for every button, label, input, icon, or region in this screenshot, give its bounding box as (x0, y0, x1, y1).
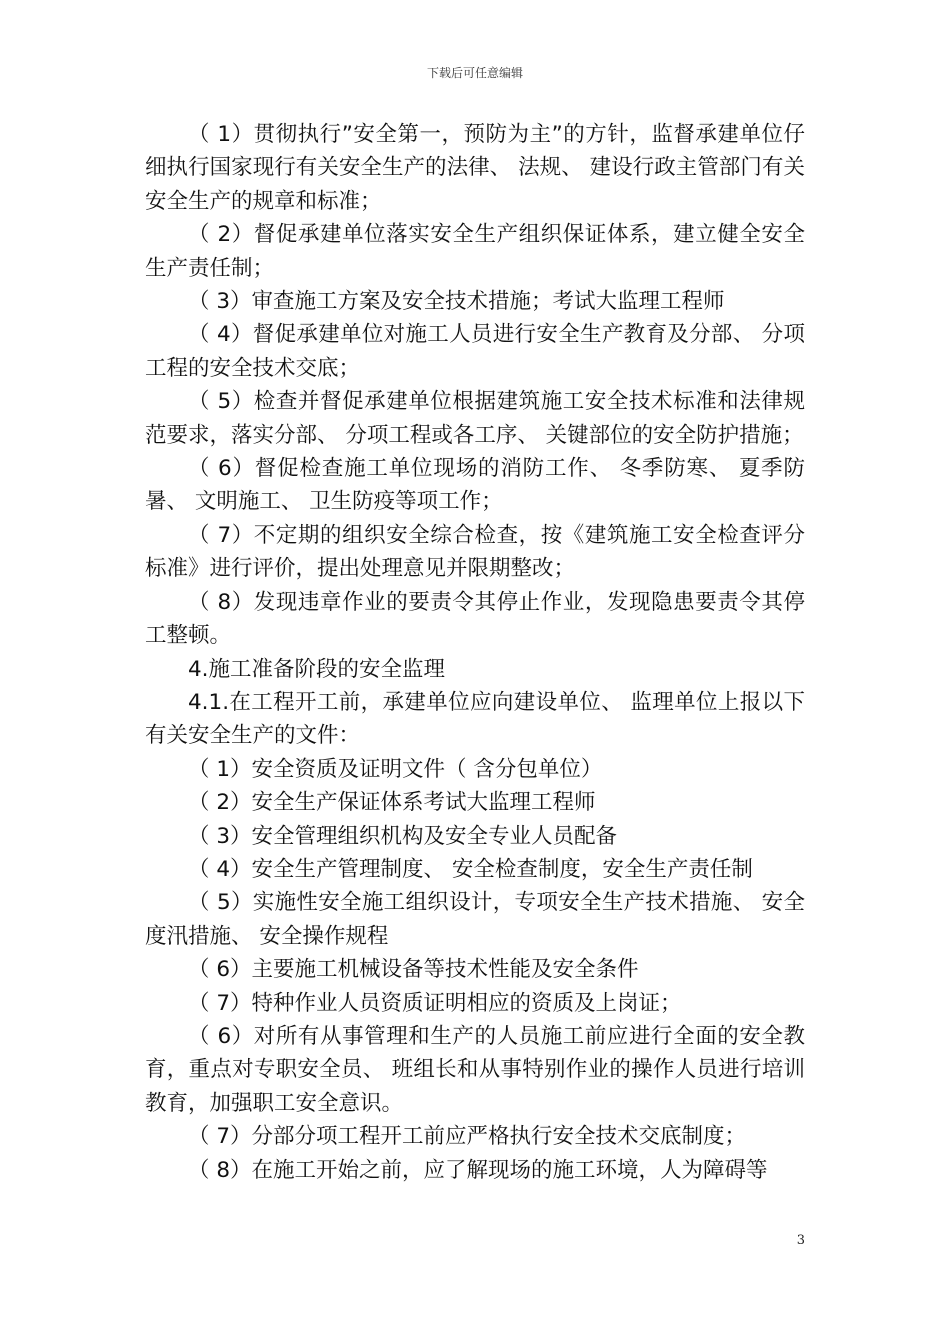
list-item: （ 5）实施性安全施工组织设计，专项安全生产技术措施、 安全度汛措施、 安全操作规程 (145, 890, 805, 949)
paragraph: （ 1）贯彻执行”安全第一，预防为主”的方针，监督承建单位仔细执行国家现行有关安全生产的法律、 法规、 建设行政主管部门有关安全生产的规章和标准； (145, 122, 805, 214)
list-item: （ 7）特种作业人员资质证明相应的资质及上岗证； (188, 990, 682, 1016)
paragraph: （ 6）对所有从事管理和生产的人员施工前应进行全面的安全教育，重点对专职安全员、 班组长和从事特别作业的操作人员进行培训教育，加强职工安全意识。 (145, 1023, 805, 1116)
list-item: （ 6）主要施工机械设备等技术性能及安全条件 (188, 957, 639, 983)
list-item: （ 1）安全资质及证明文件（ 含分包单位） (188, 756, 603, 782)
paragraph: （ 8）在施工开始之前，应了解现场的施工环境，人为障碍等 (188, 1157, 768, 1183)
list-item: （ 3）安全管理组织机构及安全专业人员配备 (188, 823, 618, 849)
section-heading: 4.施工准备阶段的安全监理 (188, 656, 446, 682)
paragraph: （ 6）督促检查施工单位现场的消防工作、 冬季防寒、 夏季防暑、 文明施工、 卫生防疫等项工作； (145, 456, 805, 515)
list-item: （ 4）安全生产管理制度、 安全检查制度，安全生产责任制 (188, 856, 753, 882)
paragraph: （ 8）发现违章作业的要责令其停止作业，发现隐患要责令其停工整顿。 (145, 589, 805, 649)
list-item: （ 2）安全生产保证体系考试大监理工程师 (188, 790, 596, 816)
document-body (145, 118, 805, 1187)
paragraph: （ 7）不定期的组织安全综合检查，按《建筑施工安全检查评分标准》进行评价，提出处理意见并限期整改； (145, 522, 805, 582)
page-number: 3 (796, 1233, 805, 1248)
paragraph: （ 4）督促承建单位对施工人员进行安全生产教育及分部、 分项工程的安全技术交底； (145, 322, 805, 381)
page-header: 下载后可任意编辑 (426, 66, 523, 80)
paragraph: （ 2）督促承建单位落实安全生产组织保证体系，建立健全安全生产责任制； (145, 222, 805, 281)
paragraph: （ 7）分部分项工程开工前应严格执行安全技术交底制度； (188, 1124, 747, 1150)
paragraph: （ 3）审查施工方案及安全技术措施；考试大监理工程师 (188, 289, 725, 315)
paragraph: （ 5）检查并督促承建单位根据建筑施工安全技术标准和法律规范要求，落实分部、 分项工程或各工序、 关键部位的安全防护措施； (145, 389, 805, 448)
paragraph: 4.1.在工程开工前，承建单位应向建设单位、 监理单位上报以下有关安全生产的文件： (145, 689, 805, 749)
